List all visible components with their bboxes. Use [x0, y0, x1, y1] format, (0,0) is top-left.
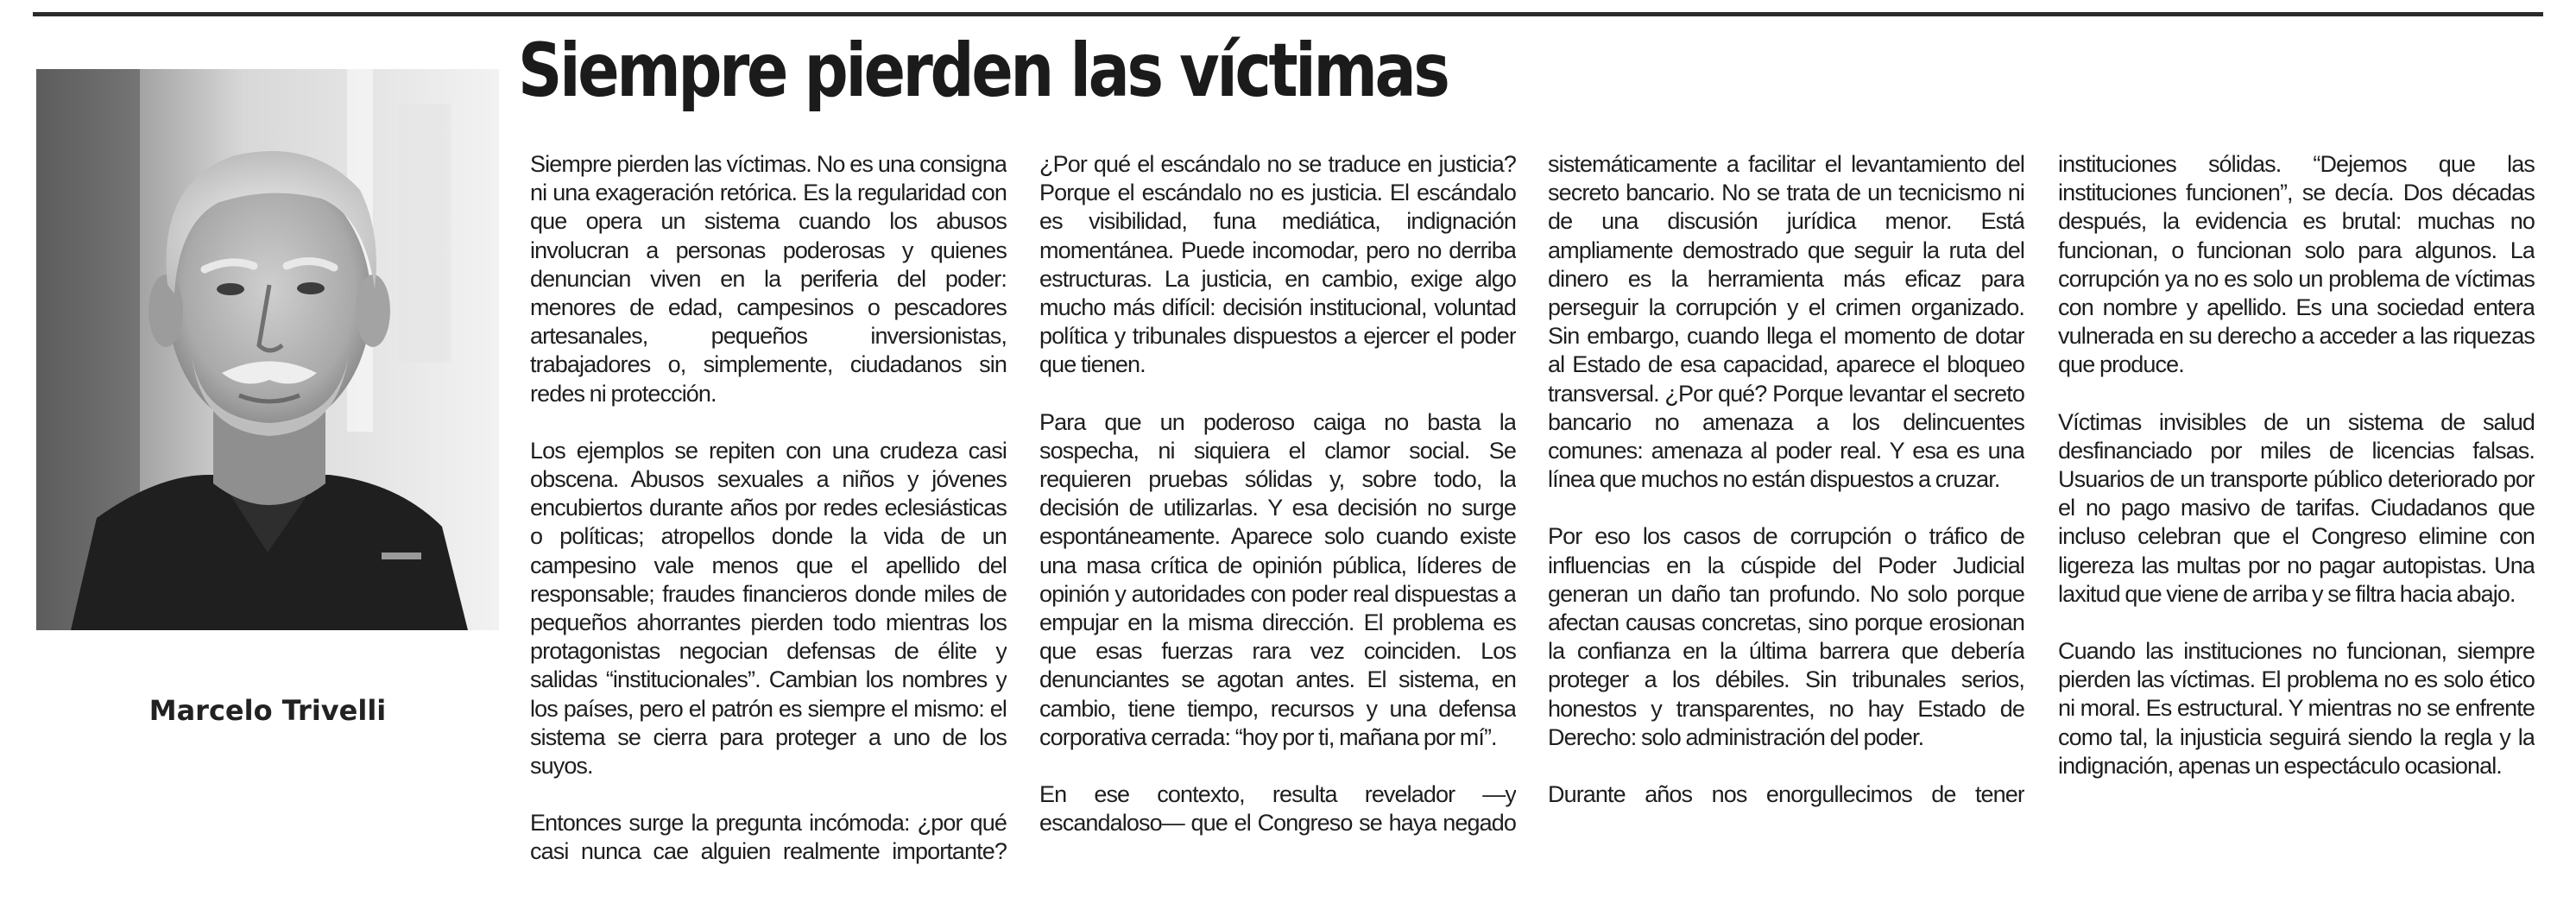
- paragraph: Víctimas invisibles de un sistema de salud desfinanciado por miles de licencias falsas. Usuarios de un transporte público deteriorado por el no pago masivo de tarifas. Ciudadanos que incluso celebran que el Congreso elimine con ligereza las multas por no pagar autopistas. Una laxitud que viene de arriba y se filtra hacia abajo.: [2058, 408, 2535, 607]
- article-column-1: [530, 150, 1007, 915]
- article-column-2: [1039, 150, 1516, 915]
- headline: Siempre pierden las víctimas: [518, 28, 1448, 114]
- paragraph: Por eso los casos de corrupción o tráfico de influencias en la cúspide del Poder Judicial generan un daño tan profundo. No solo porque afectan causas concretas, sino porque erosionan la confianza en la última barrera que debería proteger a los débiles. Sin tribunales serios, honestos y transparentes, no hay Estado de Derecho: solo administración del poder.: [1548, 523, 2024, 750]
- author-name: Marcelo Trivelli: [148, 694, 387, 727]
- paragraph: Durante años nos enorgullecimos de tener: [1548, 781, 2024, 808]
- paragraph: ¿Por qué el escándalo no se traduce en justicia? Porque el escándalo no es justicia. El escándalo es visibilidad, funa mediática, indignación momentánea. Puede incomodar, pero no derriba estructuras. La justicia, en cambio, exige algo mucho más difícil: decisión institucional, voluntad política y tribunales dispuestos a ejercer el poder que tienen.: [1039, 151, 1516, 378]
- paragraph: Entonces surge la pregunta incómoda: ¿por qué casi nunca cae alguien realmente importante?: [530, 810, 1007, 865]
- paragraph: instituciones sólidas. “Dejemos que las instituciones funcionen”, se decía. Dos décadas después, la evidencia es brutal: muchas no funcionan, o funcionan solo para algunos. La corrupción ya no es solo un problema de víctimas con nombre y apellido. Es una sociedad entera vulnerada en su derecho a acceder a las riquezas que produce.: [2058, 151, 2535, 378]
- paragraph: Siempre pierden las víctimas. No es una consigna ni una exageración retórica. Es la regularidad con que opera un sistema cuando los abusos involucran a personas poderosas y quienes denuncian viven en la periferia del poder: menores de edad, campesinos o pescadores artesanales, pequeños inversionistas, trabajadores o, simplemente, ciudadanos sin redes ni protección.: [530, 151, 1007, 407]
- paragraph: Cuando las instituciones no funcionan, siempre pierden las víctimas. El problema no es solo ético ni moral. Es estructural. Y mientras no se enfrente como tal, la injusticia seguirá siendo la regla y la indignación, apenas un espectáculo ocasional.: [2058, 638, 2535, 779]
- article-column-3: [1548, 150, 2024, 915]
- paragraph: sistemáticamente a facilitar el levantamiento del secreto bancario. No se trata de un tecnicismo ni de una discusión jurídica menor. Está ampliamente demostrado que seguir la ruta del dinero es la herramienta más eficaz para perseguir la corrupción y el crimen organizado. Sin embargo, cuando llega el momento de dotar al Estado de esa capacidad, aparece el bloqueo transversal. ¿Por qué? Porque levantar el secreto bancario no amenaza a los delincuentes comunes: amenaza al poder real. Y esa es una línea que muchos no están dispuestos a cruzar.: [1548, 151, 2024, 493]
- author-photo: [36, 69, 499, 630]
- top-rule: [33, 12, 2543, 16]
- paragraph: Los ejemplos se repiten con una crudeza casi obscena. Abusos sexuales a niños y jóvenes encubiertos durante años por redes eclesiásticas o políticas; atropellos donde la vida de un campesino vale menos que el apellido del responsable; fraudes financieros donde miles de pequeños ahorrantes pierden todo mientras los protagonistas negocian defensas de élite y salidas “institucionales”. Cambian los nombres y los países, pero el patrón es siempre el mismo: el sistema se cierra para proteger a uno de los suyos.: [530, 437, 1007, 780]
- paragraph: Para que un poderoso caiga no basta la sospecha, ni siquiera el clamor social. Se requieren pruebas sólidas y, sobre todo, la decisión de utilizarlas. Y esa decisión no surge espontáneamente. Aparece solo cuando existe una masa crítica de opinión pública, líderes de opinión y autoridades con poder real dispuestas a empujar en la misma dirección. El problema es que esas fuerzas rara vez coinciden. Los denunciantes se agotan antes. El sistema, en cambio, tiene tiempo, recursos y una defensa corporativa cerrada: “hoy por ti, mañana por mí”.: [1039, 408, 1516, 750]
- paragraph: En ese contexto, resulta revelador —y escandaloso— que el Congreso se haya negado: [1039, 781, 1516, 837]
- article-column-4: [2058, 150, 2535, 915]
